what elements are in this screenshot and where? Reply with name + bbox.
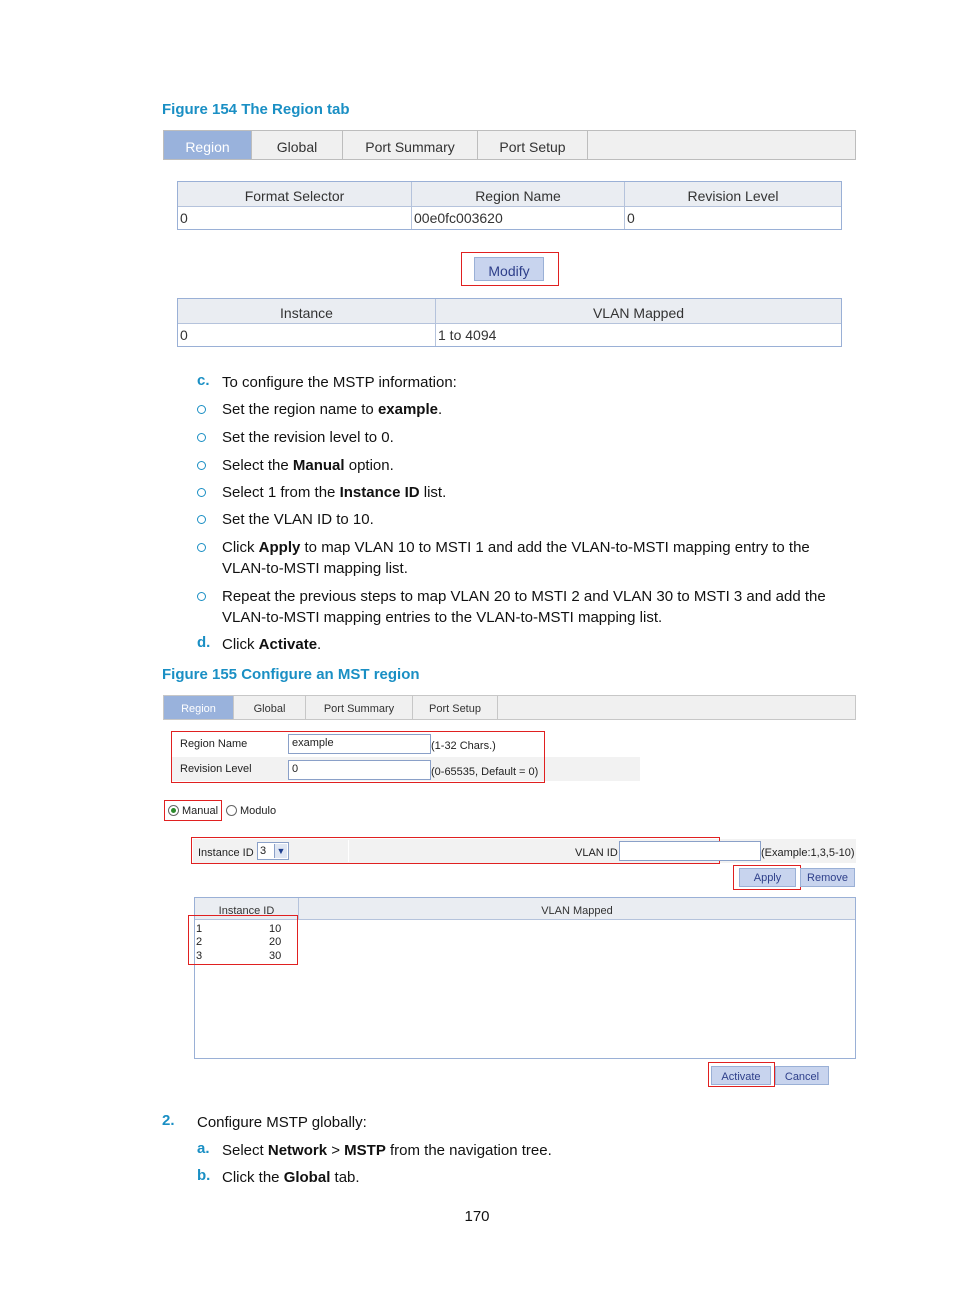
bullet-icon (197, 405, 206, 414)
tab-bar-155 (163, 695, 856, 720)
tab-global[interactable]: Global (252, 131, 343, 159)
header-vlan-mapped: VLAN Mapped (436, 299, 841, 324)
header-region-name: Region Name (412, 182, 625, 207)
bullet-icon (197, 433, 206, 442)
remove-button[interactable]: Remove (800, 868, 855, 887)
instance-id-label: Instance ID (198, 847, 254, 859)
tab-port-setup[interactable]: Port Setup (478, 131, 588, 159)
region-name-label: Region Name (180, 738, 248, 750)
tab-region[interactable]: Region (164, 131, 252, 159)
chevron-down-icon[interactable]: ▼ (274, 844, 287, 858)
header-revision-level: Revision Level (625, 182, 841, 207)
cancel-button[interactable]: Cancel (775, 1066, 829, 1085)
bullet-vlan-id: Set the VLAN ID to 10. (222, 511, 374, 528)
table-row-vlan-1: 10 (269, 923, 282, 935)
table-row-vlan-3: 30 (269, 950, 282, 962)
step-b-marker: b. (197, 1167, 211, 1184)
bullet-instance-id: Select 1 from the Instance ID list. (222, 484, 447, 501)
cell-instance: 0 (178, 324, 436, 346)
revision-level-hint: (0-65535, Default = 0) (431, 766, 539, 778)
region-info-table (177, 181, 842, 230)
region-name-input[interactable]: example (288, 734, 431, 754)
manual-radio[interactable] (168, 805, 179, 816)
step-b-text: Click the Global tab. (222, 1169, 360, 1186)
step-a-marker: a. (197, 1140, 210, 1157)
vlan-id-input[interactable] (619, 841, 761, 861)
bullet-icon (197, 515, 206, 524)
bullet-icon (197, 488, 206, 497)
bullet-repeat: Repeat the previous steps to map VLAN 20 to MSTI 2 and VLAN 30 to MSTI 3 and add the (222, 588, 826, 605)
bullet-manual: Select the Manual option. (222, 457, 394, 474)
bullet-region-name: Set the region name to example. (222, 401, 443, 418)
instance-id-value: 3 (260, 845, 267, 857)
instance-id-select[interactable] (257, 842, 289, 860)
tab-port-summary[interactable]: Port Summary (306, 696, 413, 719)
instance-table (177, 298, 842, 347)
bullet-revision-level: Set the revision level to 0. (222, 429, 394, 446)
vlan-id-hint: (Example:1,3,5-10) (761, 847, 855, 859)
step-c-marker: c. (197, 372, 210, 389)
step-d-marker: d. (197, 634, 211, 651)
bullet-icon (197, 461, 206, 470)
manual-label: Manual (182, 805, 219, 817)
figure-154-caption: Figure 154 The Region tab (162, 101, 350, 118)
step-c-text: To configure the MSTP information: (222, 374, 457, 391)
vlan-id-label: VLAN ID (575, 847, 618, 859)
bullet-icon (197, 543, 206, 552)
tab-global[interactable]: Global (234, 696, 306, 719)
table-row-id-2: 2 (196, 936, 203, 948)
page-number: 170 (464, 1208, 490, 1225)
revision-level-label: Revision Level (180, 763, 252, 775)
table-row-id-3: 3 (196, 950, 203, 962)
modulo-label: Modulo (240, 805, 277, 817)
cell-vlan-mapped: 1 to 4094 (436, 324, 841, 346)
tab-port-setup[interactable]: Port Setup (413, 696, 498, 719)
cell-revision-level: 0 (625, 207, 841, 229)
step-2-text: Configure MSTP globally: (197, 1114, 367, 1131)
table-row-id-1: 1 (196, 923, 203, 935)
table-row-vlan-2: 20 (269, 936, 282, 948)
cell-region-name: 00e0fc003620 (412, 207, 625, 229)
bullet-apply-line2: VLAN-to-MSTI mapping list. (222, 560, 408, 577)
figure-155-caption: Figure 155 Configure an MST region (162, 666, 420, 683)
bullet-repeat-line2: VLAN-to-MSTI mapping entries to the VLAN-to-MSTI mapping list. (222, 609, 663, 626)
step-2-marker: 2. (162, 1112, 175, 1129)
activate-button[interactable]: Activate (711, 1066, 771, 1085)
apply-button[interactable]: Apply (739, 868, 796, 887)
bullet-icon (197, 592, 206, 601)
tab-port-summary[interactable]: Port Summary (343, 131, 478, 159)
tab-region[interactable]: Region (164, 696, 234, 719)
header-format-selector: Format Selector (178, 182, 412, 207)
bullet-apply: Click Apply to map VLAN 10 to MSTI 1 and add the VLAN-to-MSTI mapping entry to the (222, 539, 810, 556)
revision-level-input[interactable]: 0 (288, 760, 431, 780)
tab-bar-154 (163, 130, 856, 160)
header-vlan-mapped: VLAN Mapped (299, 898, 855, 920)
cell-format-selector: 0 (178, 207, 412, 229)
step-a-text: Select Network > MSTP from the navigation tree. (222, 1142, 552, 1159)
region-name-hint: (1-32 Chars.) (431, 740, 496, 752)
step-d-text: Click Activate. (222, 636, 322, 653)
modulo-radio[interactable] (226, 805, 237, 816)
header-instance: Instance (178, 299, 436, 324)
header-instance-id: Instance ID (195, 898, 299, 920)
highlight-mapping-rows (188, 915, 298, 965)
radio-selected-dot (171, 808, 176, 813)
modify-button[interactable]: Modify (474, 257, 544, 281)
